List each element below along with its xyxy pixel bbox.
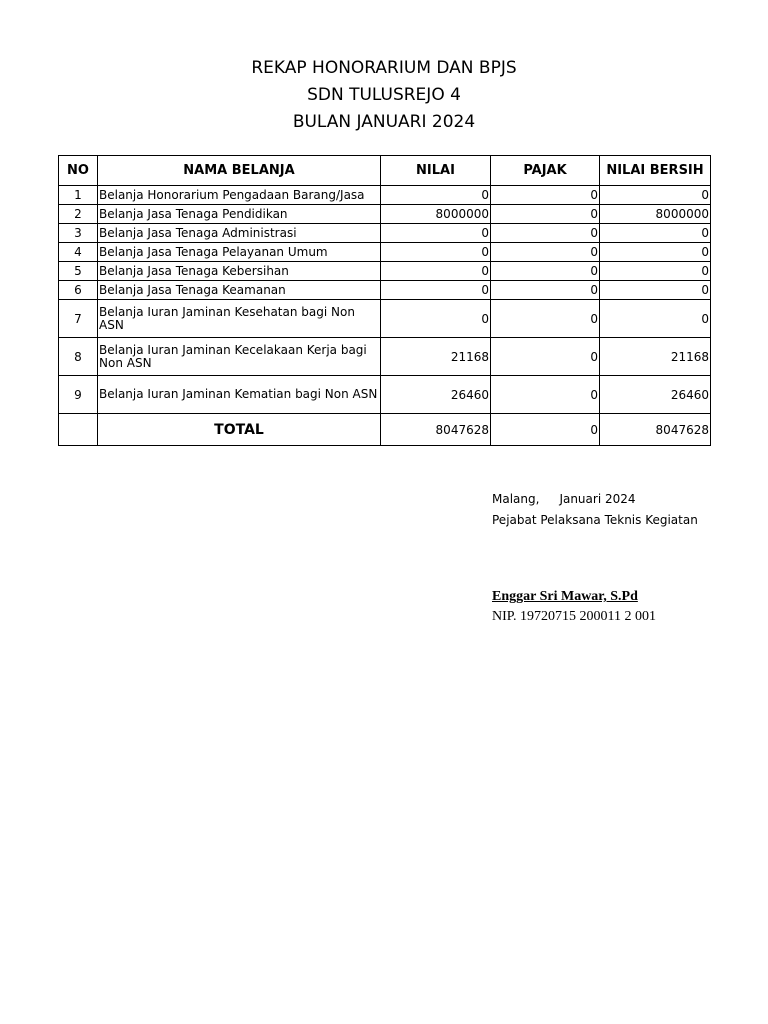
row-pajak: 0 — [491, 338, 600, 376]
title-line-3: BULAN JANUARI 2024 — [292, 112, 476, 132]
table-row — [59, 224, 711, 243]
header-nilai-bersih: NILAI BERSIH — [600, 156, 711, 186]
row-pajak: 0 — [491, 205, 600, 224]
row-name: Belanja Jasa Tenaga Keamanan — [98, 281, 381, 300]
table-row — [59, 300, 711, 338]
row-pajak: 0 — [491, 186, 600, 205]
table-row — [59, 186, 711, 205]
header-nilai: NILAI — [381, 156, 491, 186]
row-bersih: 0 — [600, 186, 711, 205]
row-name: Belanja Iuran Jaminan Kecelakaan Kerja bagi Non ASN — [98, 338, 381, 376]
header-pajak: PAJAK — [491, 156, 600, 186]
row-no: 5 — [59, 262, 98, 281]
row-bersih: 0 — [600, 281, 711, 300]
row-bersih: 8000000 — [600, 205, 711, 224]
row-bersih: 0 — [600, 300, 711, 338]
row-nilai: 26460 — [381, 376, 491, 414]
row-bersih: 21168 — [600, 338, 711, 376]
row-nilai: 8000000 — [381, 205, 491, 224]
table-row — [59, 205, 711, 224]
row-nilai: 0 — [381, 243, 491, 262]
title-line-1: REKAP HONORARIUM DAN BPJS — [251, 58, 517, 78]
table-header-row — [59, 156, 711, 186]
row-bersih: 26460 — [600, 376, 711, 414]
row-no: 4 — [59, 243, 98, 262]
row-no: 3 — [59, 224, 98, 243]
signature-place: Malang, — [492, 492, 540, 506]
row-name: Belanja Jasa Tenaga Pelayanan Umum — [98, 243, 381, 262]
row-bersih: 0 — [600, 224, 711, 243]
total-row — [59, 414, 711, 446]
signature-place-date — [492, 492, 636, 506]
row-name: Belanja Iuran Jaminan Kematian bagi Non ASN — [98, 376, 381, 414]
row-nilai: 0 — [381, 186, 491, 205]
document-title — [0, 55, 768, 136]
row-no: 7 — [59, 300, 98, 338]
table-row — [59, 376, 711, 414]
row-nilai: 0 — [381, 300, 491, 338]
total-bersih: 8047628 — [600, 414, 711, 446]
row-bersih: 0 — [600, 243, 711, 262]
row-nilai: 0 — [381, 262, 491, 281]
row-pajak: 0 — [491, 300, 600, 338]
signature-nip: NIP. 19720715 200011 2 001 — [492, 609, 656, 624]
table-row — [59, 281, 711, 300]
row-no: 8 — [59, 338, 98, 376]
row-nilai: 0 — [381, 224, 491, 243]
row-pajak: 0 — [491, 243, 600, 262]
table-row — [59, 338, 711, 376]
row-pajak: 0 — [491, 376, 600, 414]
row-pajak: 0 — [491, 224, 600, 243]
header-nama-belanja: NAMA BELANJA — [98, 156, 381, 186]
row-pajak: 0 — [491, 281, 600, 300]
signature-date: Januari 2024 — [559, 492, 636, 506]
row-name: Belanja Honorarium Pengadaan Barang/Jasa — [98, 186, 381, 205]
table-row — [59, 262, 711, 281]
row-bersih: 0 — [600, 262, 711, 281]
row-pajak: 0 — [491, 262, 600, 281]
title-line-2: SDN TULUSREJO 4 — [307, 85, 461, 105]
row-nilai: 21168 — [381, 338, 491, 376]
row-name: Belanja Jasa Tenaga Pendidikan — [98, 205, 381, 224]
total-label: TOTAL — [98, 414, 381, 446]
signature-name: Enggar Sri Mawar, S.Pd — [492, 589, 638, 604]
total-nilai: 8047628 — [381, 414, 491, 446]
row-no: 1 — [59, 186, 98, 205]
row-no: 6 — [59, 281, 98, 300]
row-name: Belanja Jasa Tenaga Kebersihan — [98, 262, 381, 281]
row-name: Belanja Jasa Tenaga Administrasi — [98, 224, 381, 243]
rekap-table — [58, 155, 711, 446]
row-nilai: 0 — [381, 281, 491, 300]
table-row — [59, 243, 711, 262]
signature-role: Pejabat Pelaksana Teknis Kegiatan — [492, 513, 698, 527]
row-no: 2 — [59, 205, 98, 224]
total-pajak: 0 — [491, 414, 600, 446]
row-no: 9 — [59, 376, 98, 414]
header-no: NO — [59, 156, 98, 186]
row-name: Belanja Iuran Jaminan Kesehatan bagi Non ASN — [98, 300, 381, 338]
total-no-cell — [59, 414, 98, 446]
